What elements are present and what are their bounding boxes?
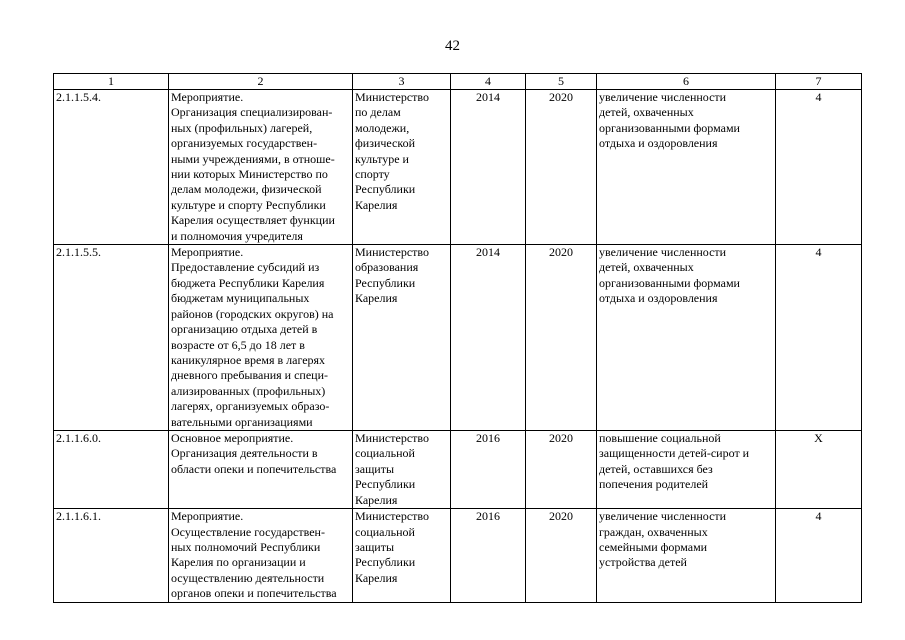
cell-text-line: вательными организациями — [171, 414, 313, 429]
cell-text-line: делам молодежи, физической — [171, 182, 322, 197]
cell-text-line: Министерство — [355, 509, 429, 524]
cell-text-line: культуре и спорту Республики — [171, 197, 326, 212]
cell-text-line: защиты — [355, 539, 395, 554]
column-header: 7 — [776, 74, 862, 90]
cell-text-line: по делам — [355, 105, 401, 120]
cell-text-line: бюджетам муниципальных — [171, 291, 310, 306]
column-header: 5 — [526, 74, 597, 90]
cell-text-line: попечения родителей — [599, 477, 709, 492]
cell-indicator: 4 — [776, 90, 862, 245]
cell-text-line: увеличение численности — [599, 509, 727, 524]
table-row — [54, 509, 862, 602]
cell-text-line: организованными формами — [599, 275, 740, 290]
cell-text-line: защищенности детей-сирот и — [599, 446, 750, 461]
table-row — [54, 245, 862, 431]
cell-text-line: Карелия — [355, 570, 398, 585]
column-header: 6 — [597, 74, 776, 90]
cell-end-year: 2020 — [526, 245, 597, 431]
cell-text-line: нии которых Министерство по — [171, 167, 328, 182]
cell-text-line: детей, охваченных — [599, 105, 694, 120]
cell-result — [597, 90, 776, 245]
column-header: 1 — [54, 74, 169, 90]
cell-end-year: 2020 — [526, 509, 597, 602]
column-header: 3 — [353, 74, 451, 90]
cell-end-year: 2020 — [526, 431, 597, 509]
cell-text-line: детей, охваченных — [599, 260, 694, 275]
cell-text-line: Осуществление государствен- — [171, 524, 325, 539]
cell-text-line: Карелия — [355, 291, 398, 306]
cell-result — [597, 431, 776, 509]
cell-text-line: ными учреждениями, в отноше- — [171, 151, 335, 166]
table-header-row — [54, 74, 862, 90]
table-row — [54, 90, 862, 245]
cell-text-line: спорту — [355, 167, 390, 182]
cell-text-line: каникулярное время в лагерях — [171, 352, 326, 367]
cell-text-line: детей, оставшихся без — [599, 461, 713, 476]
cell-indicator: 4 — [776, 509, 862, 602]
cell-text-line: органов опеки и попечительства — [171, 586, 337, 601]
cell-text-line: Карелия — [355, 197, 398, 212]
cell-text-line: Министерство — [355, 245, 429, 260]
cell-text-line: Мероприятие. — [171, 90, 244, 104]
cell-activity — [169, 245, 353, 431]
cell-end-year: 2020 — [526, 90, 597, 245]
cell-executor — [353, 509, 451, 602]
cell-text-line: Республики — [355, 275, 416, 290]
cell-code: 2.1.1.6.0. — [54, 431, 169, 509]
cell-text-line: области опеки и попечительства — [171, 461, 337, 476]
cell-start-year: 2014 — [451, 90, 526, 245]
cell-text-line: граждан, охваченных — [599, 524, 708, 539]
cell-text-line: семейными формами — [599, 539, 708, 554]
cell-executor — [353, 245, 451, 431]
cell-text-line: лагерях, организуемых образо- — [171, 399, 330, 414]
cell-text-line: культуре и — [355, 151, 409, 166]
cell-text-line: Карелия по организации и — [171, 555, 306, 570]
cell-text-line: отдыха и оздоровления — [599, 136, 718, 151]
cell-text-line: ных (профильных) лагерей, — [171, 120, 313, 135]
cell-text-line: Мероприятие. — [171, 245, 244, 260]
cell-text-line: Министерство — [355, 90, 429, 104]
cell-start-year: 2016 — [451, 509, 526, 602]
cell-executor — [353, 431, 451, 509]
cell-text-line: Организация специализирован- — [171, 105, 333, 120]
cell-text-line: увеличение численности — [599, 90, 727, 104]
cell-text-line: возрасте от 6,5 до 18 лет в — [171, 337, 305, 352]
cell-result — [597, 509, 776, 602]
cell-text-line: Республики — [355, 555, 416, 570]
cell-activity — [169, 431, 353, 509]
cell-text-line: Министерство — [355, 431, 429, 446]
cell-text-line: защиты — [355, 461, 395, 476]
cell-executor — [353, 90, 451, 245]
cell-text-line: Республики — [355, 477, 416, 492]
cell-text-line: дневного пребывания и специ- — [171, 368, 329, 383]
cell-text-line: ных полномочий Республики — [171, 539, 321, 554]
cell-text-line: повышение социальной — [599, 431, 721, 446]
cell-text-line: социальной — [355, 446, 415, 461]
cell-text-line: Республики — [355, 182, 416, 197]
cell-text-line: увеличение численности — [599, 245, 727, 260]
cell-text-line: молодежи, — [355, 120, 410, 135]
cell-text-line: Предоставление субсидий из — [171, 260, 320, 275]
cell-text-line: организованными формами — [599, 120, 740, 135]
cell-activity — [169, 90, 353, 245]
cell-text-line: Карелия осуществляет функции — [171, 213, 335, 228]
cell-text-line: организуемых государствен- — [171, 136, 318, 151]
cell-text-line: Организация деятельности в — [171, 446, 318, 461]
cell-indicator: Х — [776, 431, 862, 509]
column-header: 4 — [451, 74, 526, 90]
cell-text-line: ализированных (профильных) — [171, 383, 326, 398]
cell-text-line: отдыха и оздоровления — [599, 291, 718, 306]
cell-code: 2.1.1.6.1. — [54, 509, 169, 602]
cell-text-line: осуществлению деятельности — [171, 570, 325, 585]
column-header: 2 — [169, 74, 353, 90]
cell-result — [597, 245, 776, 431]
cell-text-line: Карелия — [355, 492, 398, 507]
cell-code: 2.1.1.5.5. — [54, 245, 169, 431]
cell-activity — [169, 509, 353, 602]
cell-text-line: Мероприятие. — [171, 509, 244, 524]
cell-text-line: социальной — [355, 524, 415, 539]
cell-start-year: 2016 — [451, 431, 526, 509]
table-row — [54, 431, 862, 509]
cell-indicator: 4 — [776, 245, 862, 431]
cell-code: 2.1.1.5.4. — [54, 90, 169, 245]
cell-text-line: районов (городских округов) на — [171, 306, 334, 321]
cell-text-line: организацию отдыха детей в — [171, 322, 318, 337]
cell-text-line: Основное мероприятие. — [171, 431, 294, 446]
page-number: 42 — [445, 38, 460, 54]
cell-text-line: образования — [355, 260, 419, 275]
cell-text-line: и полномочия учредителя — [171, 228, 303, 243]
cell-text-line: физической — [355, 136, 415, 151]
cell-text-line: устройства детей — [599, 555, 687, 570]
cell-start-year: 2014 — [451, 245, 526, 431]
cell-text-line: бюджета Республики Карелия — [171, 275, 325, 290]
activities-table — [53, 73, 862, 603]
